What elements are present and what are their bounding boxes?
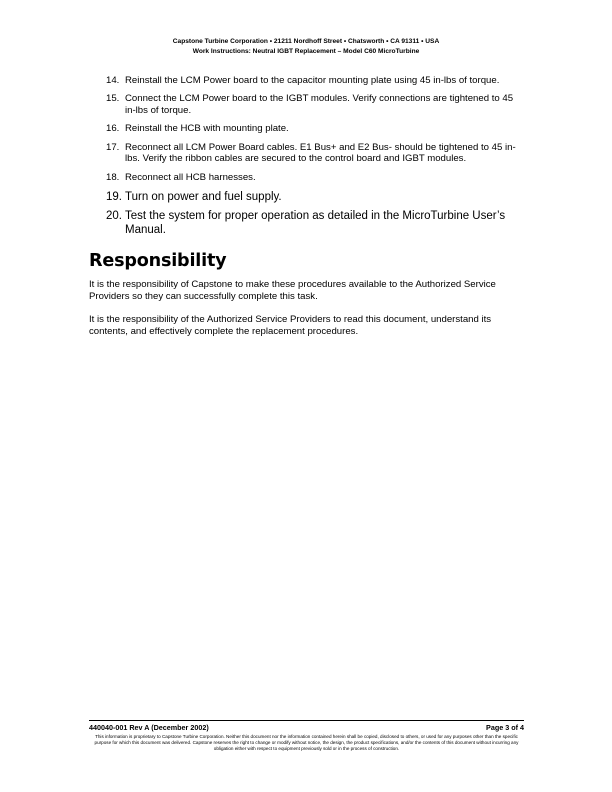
step-text: Test the system for proper operation as detailed in the MicroTurbine User’s Manual. bbox=[125, 209, 506, 236]
step-text: Reinstall the HCB with mounting plate. bbox=[125, 123, 289, 135]
list-item bbox=[106, 75, 526, 87]
list-item bbox=[106, 93, 526, 117]
responsibility-paragraph-2: It is the responsibility of the Authorized Service Providers to read this document, understand its contents, and effectively complete the replacement procedures. bbox=[89, 314, 492, 337]
section-heading: Responsibility bbox=[89, 251, 227, 271]
list-item bbox=[106, 209, 526, 237]
step-text: Turn on power and fuel supply. bbox=[125, 191, 282, 204]
list-item bbox=[106, 123, 526, 135]
step-text: Reconnect all HCB harnesses. bbox=[125, 171, 256, 183]
step-number: 16. bbox=[106, 123, 120, 135]
page-number: Page 3 of 4 bbox=[486, 723, 524, 732]
step-text: Reconnect all LCM Power Board cables. E1 Bus+ and E2 Bus- should be tightened to 45 in-lbs. Verify the ribbon cables are secured to the control board and IGBT modules. bbox=[125, 141, 516, 165]
step-number: 20. bbox=[106, 209, 122, 222]
list-item bbox=[106, 190, 526, 204]
header-title: Work Instructions: Neutral IGBT Replacement – Model C60 MicroTurbine bbox=[192, 47, 420, 55]
header-address: Capstone Turbine Corporation • 21211 Nordhoff Street • Chatsworth • CA 91311 • USA bbox=[172, 38, 440, 45]
step-text: Connect the LCM Power board to the IGBT modules. Verify connections are tightened to 45 in-lbs of torque. bbox=[125, 93, 514, 117]
legal-notice: This information is proprietary to Capstone Turbine Corporation. Neither this document nor the information contained herein shall be copied, disclosed to others, or used for any purposes other than the specific purpose for which this document was delivered. Capstone reserves the right to change or modify without notice, the design, the product specifications, and/or the contents of this document without incurring any obligation either with respect to equipment previously sold or in the process of construction. bbox=[94, 734, 519, 752]
footer-divider bbox=[89, 720, 524, 721]
page-header bbox=[0, 37, 612, 56]
step-number: 14. bbox=[106, 75, 120, 86]
step-number: 19. bbox=[106, 191, 122, 204]
step-text: Reinstall the LCM Power board to the capacitor mounting plate using 45 in-lbs of torque. bbox=[125, 75, 500, 86]
list-item bbox=[106, 172, 526, 184]
step-number: 17. bbox=[106, 141, 120, 153]
procedure-steps bbox=[106, 75, 526, 241]
step-number: 18. bbox=[106, 171, 120, 183]
step-number: 15. bbox=[106, 93, 120, 105]
responsibility-paragraph-1: It is the responsibility of Capstone to make these procedures available to the Authorized Service Providers so they can successfully complete this task. bbox=[89, 279, 496, 302]
document-number: 440040-001 Rev A (December 2002) bbox=[89, 723, 209, 732]
list-item bbox=[106, 142, 526, 166]
